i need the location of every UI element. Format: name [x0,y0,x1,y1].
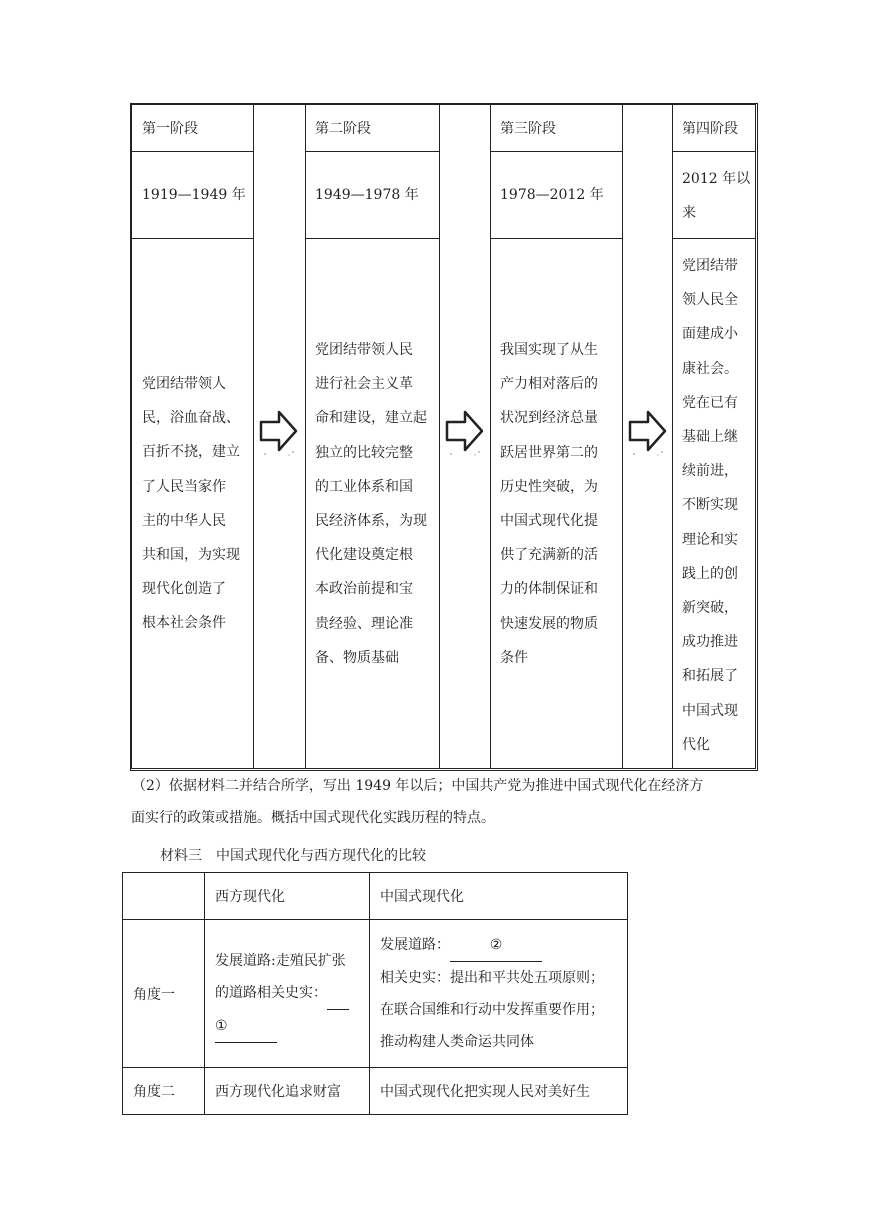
stage-3-desc [500,333,624,675]
stage-4-period-cell [672,151,756,239]
stage-4-period [682,162,750,230]
stage-2-desc-cell [305,238,440,769]
desc-line: 贵经验、理论准 [315,615,413,632]
row-label-angle-1: 角度一 [123,920,205,1068]
desc-line: 不断实现 [682,497,738,514]
desc-line: 备、物质基础 [315,649,399,666]
desc-line: 共和国，为实现 [142,547,240,564]
stage-2-name-cell [305,104,440,152]
stage-3-period-cell [490,151,623,239]
desc-line: 了人民当家作 [142,478,226,495]
angle-1-china [370,920,628,1068]
desc-line: 和拓展了 [682,668,738,685]
stage-4-desc-cell [672,238,756,769]
desc-line: 党团结带领人民 [315,342,413,358]
period-line: 来 [682,205,696,222]
desc-line: 独立的比较完整 [315,444,413,461]
china-facts-line-1: 相关史实：提出和平共处五项原则； [380,970,604,986]
angle-1-west [205,920,370,1068]
angle-2-west: 西方现代化追求财富 [205,1068,370,1115]
stage-3-period: 1978—2012 年 [500,187,604,203]
desc-line: 百折不挠，建立 [142,444,240,461]
comparison-header-empty [123,873,205,920]
stage-4-desc [682,249,756,762]
desc-line: 产力相对落后的 [500,376,598,393]
china-road-line [380,929,617,962]
desc-line: 康社会。 [682,360,738,377]
right-arrow-icon [445,410,485,456]
period-line: 2012 年以 [682,171,751,187]
desc-line: 跃居世界第二的 [500,444,598,461]
comparison-header-west: 西方现代化 [205,873,370,920]
right-arrow-icon [259,410,299,456]
stage-1-desc [142,367,254,641]
china-road-prefix: 发展道路： [380,937,450,953]
china-facts-line-3: 推动构建人类命运共同体 [380,1034,534,1050]
answer-blank-1: ① [215,1010,277,1043]
stage-1-period-cell [131,151,254,239]
stage-2-desc [315,333,441,675]
question-2 [131,770,790,834]
desc-line: 现代化创造了 [142,581,226,598]
stage-1-period: 1919—1949 年 [142,187,246,203]
west-blank-line [215,1010,359,1043]
stage-1-name: 第一阶段 [142,121,198,137]
desc-line: 践上的创 [682,565,738,582]
west-road-line-2-text: 的道路相关史实： [215,984,327,1001]
desc-line: 进行社会主义革 [315,376,413,393]
desc-line: 党团结带领人 [142,376,226,392]
west-road-line-1: 发展道路:走殖民扩张 [215,952,346,969]
desc-line: 成功推进 [682,634,738,651]
stage-3-name: 第三阶段 [500,121,556,137]
desc-line: 中国式现 [682,702,738,719]
material-3-title: 材料三 中国式现代化与西方现代化的比较 [160,848,426,864]
desc-line: 续前进， [682,463,738,480]
desc-line: 条件 [500,649,528,666]
desc-line: 领人民全 [682,292,738,309]
desc-line: 党在已有 [682,394,738,411]
desc-line: 党团结带 [682,258,738,274]
desc-line: 命和建设，建立起 [315,410,427,427]
china-facts-line-2: 在联合国维和行动中发挥重要作用； [380,1002,604,1018]
answer-blank-2: ② [450,929,542,962]
desc-line: 中国式现代化提 [500,513,598,530]
desc-line: 面建成小 [682,326,738,343]
desc-line: 供了充满新的活 [500,547,598,564]
desc-line: 新突破， [682,600,738,617]
stage-2-period-cell [305,151,440,239]
right-arrow-icon [628,410,668,456]
desc-line: 基础上继 [682,429,738,446]
comparison-table [122,872,628,1115]
desc-line: 我国实现了从生 [500,342,598,358]
stage-3-desc-cell [490,238,623,769]
west-road-line-2 [215,977,359,1010]
stage-2-name: 第二阶段 [315,121,371,137]
question-2-line-2: 面实行的政策或措施。概括中国式现代化实践历程的特点。 [131,810,495,826]
desc-line: 根本社会条件 [142,615,226,632]
stage-4-name: 第四阶段 [682,121,738,137]
angle-2-china: 中国式现代化把实现人民对美好生 [370,1068,628,1115]
desc-line: 主的中华人民 [142,512,226,529]
desc-line: 力的体制保证和 [500,581,598,598]
desc-line: 民，浴血奋战、 [142,410,240,427]
answer-blank [327,977,349,1010]
desc-line: 代化建设奠定根 [315,547,413,564]
desc-line: 理论和实 [682,531,738,548]
desc-line: 民经济体系，为现 [315,513,427,530]
stage-3-name-cell [490,104,623,152]
row-label-angle-2: 角度二 [123,1068,205,1115]
stage-1-desc-cell [131,238,254,769]
stage-4-name-cell [672,104,756,152]
stage-1-name-cell [131,104,254,152]
question-2-line-1: （2）依据材料二并结合所学，写出 1949 年以后；中国共产党为推进中国式现代化在经济方 [132,778,704,794]
desc-line: 的工业体系和国 [315,478,413,495]
desc-line: 快速发展的物质 [500,615,598,632]
stage-2-period: 1949—1978 年 [315,187,419,203]
desc-line: 状况到经济总量 [500,410,598,427]
desc-line: 历史性突破，为 [500,478,598,495]
comparison-header-china: 中国式现代化 [370,873,628,920]
desc-line: 本政治前提和宝 [315,581,413,598]
desc-line: 代化 [682,736,710,753]
